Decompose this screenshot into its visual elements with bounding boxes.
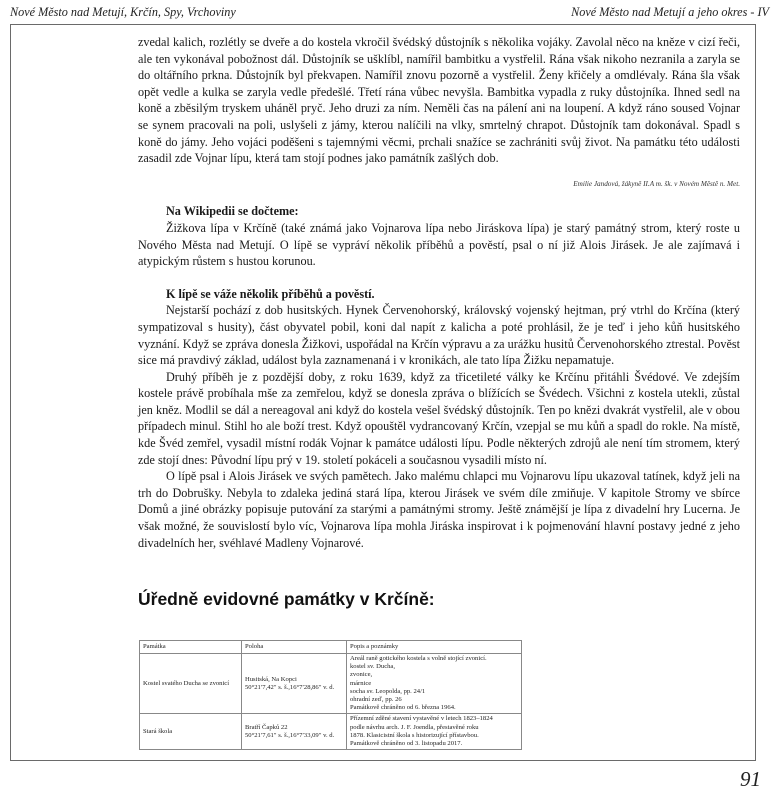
description-line: kostel sv. Ducha, [350,663,395,671]
page-body [138,34,740,551]
legends-paragraph-3: O lípě psal i Alois Jirásek ve svých pamětech. Jako malému chlapci mu Vojnarovu lípu ukazoval tatínek, když jeli na trh do Dobrušky. Nebyla to zdaleka jediná stará lípa, kterou Jirásek ve svém díle zmiňuje. V kapitole Stromy ve sbírce Domů a jiné obrázky popisuje putování za starými a památnými stromy. Ještě známější je lípa z divadelní hry Lucerna. Je však možné, že souvislostí bylo víc, Vojnarova lípa mohla Jiráska inspirovat i k pojmenování hlavní postavy jedné z jeho divadelních her, svéhlavé Madleny Vojnarové. [138,469,740,550]
monuments-table [139,640,522,750]
description-line: podle návrhu arch. J. F. Joendla, přestavěné roku [350,723,479,731]
table-row [140,654,522,714]
page-number: 91 [740,767,761,791]
description-line: 1878. Klasicistní škola s historizující přístavbou. [350,731,479,739]
spacer [138,270,740,286]
story-signature: Emilie Jandová, žákyně II.A m. šk. v Novém Městě n. Met. [573,179,740,188]
location-line: 50°21′7,61″ s. š.,16°7′33,09″ v. d. [245,731,335,739]
description-line: ohradní zeď, pp. 26 [350,696,402,704]
table-row [140,714,522,750]
legends-paragraph-1: Nejstarší pochází z dob husitských. Hynek Červenohorský, královský vojenský hejtman, prý vtrhl do Krčína (který sympatizoval s husity), část obyvatel pobil, koni dal napít z kalicha a poté prohlásil, že je teď i jeho kůň husitského vyznání. Když se zpráva donesla Žižkovi, uspořádal na Krčín výpravu a za urážku husitů Červenohorského ztrestal. Pověst sice má pravdivý základ, událost byla zaznamenaná i v kronikách, ale tato lípa Žižku nepamatuje. [138,303,740,368]
monument-location [242,714,347,750]
running-header [10,2,769,22]
description-line: Areál raně gotického kostela s volně stojící zvonicí. [350,655,487,662]
table-header-row [140,641,522,654]
location-line: Husitská, Na Kopci [245,675,297,683]
story-paragraph: zvedal kalich, rozlétly se dveře a do kostela vkročil švédský důstojník s několika vojáky. Zavolal něco na kněze v cizí řeči, ale ten vykonával pobožnost dál. Důstojník se ušklíbl, namířil bambitku a vystřelil. Rána však nikoho nezranila a zaryla se do oltářního prkna. Důstojník byl překvapen. Namířil znovu pozorně a vystřelil. Ženy křičely a omdlévaly. Rána šla však opět vedle a kulka se zaryla vedle předešlé. Třetí rána vůbec nevyšla. Bambitka vypadla z ruky důstojníka. Ihned sedl na koně a zběsilým tryskem uháněl pryč. Jeho druzi za ním. Neměli čas na pálení ani na loupení. A když ráno soused Vojnar se synem pracovali na poli, uslyšeli z jámy, kterou nalíčili na vlky, smrtelný chrapot. Důstojník tam dokonával. Spadl s koně do jámy. Jeho vojáci poděšeni s tajemnými věcmi, prchali snažíce se zachrániti svůj život. Na památku této události zasadil zde Vojnar lípu, která tam stojí podnes jako památník zašlých dob. [138,35,740,166]
description-line: Památkově chráněno od 3. listopadu 2017. [350,740,463,748]
description-line: zvonice, [350,671,373,679]
description-line: socha sv. Leopolda, pp. 24/1 [350,687,426,695]
legends-heading: K lípě se váže několik příběhů a pověstí. [166,286,375,301]
location-line: Bratří Čapků 22 [245,723,288,731]
wikipedia-heading: Na Wikipedii se dočteme: [166,204,299,219]
header-left: Nové Město nad Metují, Krčín, Spy, Vrchoviny [10,5,236,19]
column-header: Poloha [242,641,347,654]
monument-location [242,654,347,714]
description-line: Přízemní zděné stavení vystavěné v letech 1823–1824 [350,715,493,723]
legends-paragraph-2: Druhý příběh je z pozdější doby, z roku 1639, když za třicetileté války ke Krčínu přitáhli Švédové. Ve zdejším kostele právě probíhala mše za zemřelou, když se donesla zpráva o blížících se Švédech. Všichni z kostela utekli, zůstal jen kněz. Modlil se dál a nereagoval ani když do kostela vešel švédský důstojník. Ten po knězi dvakrát vystřelil, ale v obou případech minul. Stihl ho ale boží trest. Když opouštěl vydrancovaný Krčín, vzepjal se mu kůň a spadl do rokle. Na místě, kde Švéd zemřel, vysadil místní rodák Vojnar k památce události lípu. Podle některých zdrojů ale není tím stromem, který zde stojí dnes: Původní lípu prý v 19. století pokáceli a současnou vysadili místo ní. [138,369,740,467]
column-header: Popis a poznámky [347,641,522,654]
monuments-title: Úředně evidovné památky v Krčíně: [138,589,435,609]
column-header: Památka [140,641,242,654]
description-line: Památkově chráněno od 6. března 1964. [350,704,456,712]
monument-name: Kostel svatého Ducha se zvonicí [140,654,242,714]
monument-name: Stará škola [140,714,242,750]
header-right: Nové Město nad Metují a jeho okres - IV [571,5,769,19]
wikipedia-paragraph: Žižkova lípa v Krčíně (také známá jako Vojnarova lípa nebo Jiráskova lípa) je starý památný strom, který roste u Nového Města nad Metují. O lípě se vypráví několik příběhů a pověstí, psal o ní již Alois Jirásek. Je ale zajímavá i atypickým růstem s hustou korunou. [138,220,740,269]
monument-description [347,714,522,750]
location-line: 50°21′7,42″ s. š.,16°7′28,86″ v. d. [245,683,335,691]
description-line: márnice [350,679,372,687]
monument-description [347,654,522,714]
